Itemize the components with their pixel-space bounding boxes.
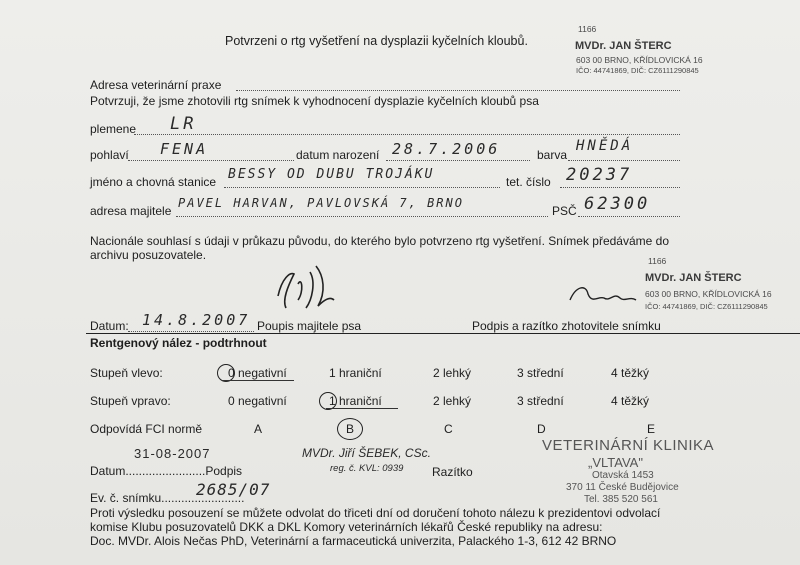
section-divider	[86, 333, 800, 334]
stamp-top-address: 603 00 BRNO, KŘÍDLOVICKÁ 16	[576, 55, 703, 65]
appeal-line-2: komise Klubu posuzovatelů DKK a DKL Komory veterinárních lékařů České republiky na adresu:	[90, 520, 603, 534]
snimek-label: Ev. č. snímku.........................	[90, 491, 245, 505]
right-grade-0: 0 negativní	[228, 394, 287, 408]
date-label: Datum:	[90, 319, 129, 333]
left-grade-3: 3 střední	[517, 366, 564, 380]
stamp-mid-name: MVDr. JAN ŠTERC	[645, 272, 742, 284]
left-grade-4: 4 těžký	[611, 366, 650, 380]
clinic-name: VETERINÁRNÍ KLINIKA	[542, 437, 715, 454]
fci-c: C	[444, 422, 453, 436]
document-title: Potvrzeni o rtg vyšetření na dysplazii kyčelních kloubů.	[225, 34, 528, 48]
breed-label: plemene	[90, 122, 137, 136]
clinic-subtitle: „VLTAVA"	[588, 455, 643, 470]
name-value: BESSY OD DUBU TROJÁKU	[228, 167, 435, 182]
color-label: barva	[537, 148, 568, 162]
consent-line-1: Nacionále souhlasí s údaji v průkazu původu, do kterého bylo potvrzeno rtg vyšetření. Snímek předáváme do	[90, 234, 669, 248]
psc-label: PSČ	[552, 204, 577, 218]
name-label: jméno a chovná stanice	[90, 175, 217, 189]
owner-value: PAVEL HARVAN, PAVLOVSKÁ 7, BRNO	[178, 196, 464, 210]
birth-label: datum narození	[296, 148, 380, 162]
right-grade-1: 1 hraniční	[329, 394, 382, 408]
maker-signature	[566, 278, 646, 314]
owner-label: adresa majitele	[90, 204, 172, 218]
sex-value: FENA	[160, 140, 209, 158]
name-dotted-line	[224, 187, 500, 188]
stamp-mid-ids: IČO: 44741869, DIČ: CZ6111290845	[645, 302, 768, 311]
fci-e: E	[647, 422, 656, 436]
stamp-mid-address: 603 00 BRNO, KŘÍDLOVICKÁ 16	[645, 289, 772, 299]
stamp-top-number: 1166	[578, 24, 597, 34]
breed-dotted-line	[134, 134, 680, 135]
sex-dotted-line	[128, 160, 294, 161]
owner-signature-label: Poupis majitele psa	[257, 319, 362, 333]
right-grade-3: 3 střední	[517, 394, 564, 408]
birth-value: 28.7.2006	[392, 140, 501, 158]
color-value: HNĚDÁ	[576, 138, 634, 154]
stamp-top-ids: IČO: 44741869, DIČ: CZ6111290845	[576, 66, 699, 75]
breed-value: LR	[170, 114, 197, 134]
razitko-label: Razítko	[432, 465, 473, 479]
psc-value: 62300	[584, 194, 651, 214]
clinic-tel: Tel. 385 520 561	[584, 494, 658, 505]
snimek-value: 2685/07	[196, 480, 271, 499]
right-grade-underline	[326, 408, 398, 409]
doctor-reg: reg. č. KVL: 0939	[330, 463, 404, 474]
appeal-line-1: Proti výsledku posouzení se můžete odvolat do třiceti dní od doručení tohoto nálezu k prezidentovi odvolací	[90, 506, 661, 520]
right-grade-2: 2 lehký	[433, 394, 472, 408]
birth-dotted-line	[386, 160, 530, 161]
findings-title: Rentgenový nález - podtrhnout	[90, 336, 267, 350]
left-grade-0: 0 negativní	[228, 366, 287, 380]
tet-dotted-line	[560, 187, 680, 188]
fci-b: B	[346, 422, 355, 436]
psc-dotted-line	[578, 216, 680, 217]
color-dotted-line	[568, 160, 680, 161]
fci-label: Odpovídá FCI normě	[90, 422, 203, 436]
right-grade-4: 4 těžký	[611, 394, 650, 408]
sex-label: pohlaví	[90, 148, 129, 162]
left-grade-1: 1 hraniční	[329, 366, 382, 380]
tet-label: tet. číslo	[506, 175, 551, 189]
tet-value: 20237	[566, 165, 633, 185]
footer-date-label: Datum........................Podpis	[90, 464, 243, 478]
right-grade-label: Stupeň vpravo:	[90, 394, 171, 408]
owner-dotted-line	[176, 216, 548, 217]
consent-line-2: archivu posuzovatele.	[90, 248, 207, 262]
appeal-line-3: Doc. MVDr. Alois Nečas PhD, Veterinární a farmaceutická univerzita, Palackého 1-3, 612 42 BRNO	[90, 534, 617, 548]
address-dotted-line	[236, 90, 680, 91]
left-grade-2: 2 lehký	[433, 366, 472, 380]
fci-a: A	[254, 422, 263, 436]
date-stamp: 31-08-2007	[134, 446, 211, 461]
stamp-top-name: MVDr. JAN ŠTERC	[575, 40, 672, 52]
date-value: 14.8.2007	[142, 311, 251, 329]
owner-signature	[268, 256, 358, 318]
confirm-text: Potvrzuji, že jsme zhotovili rtg snímek k vyhodnocení dysplazie kyčelních kloubů psa	[90, 94, 539, 108]
fci-d: D	[537, 422, 546, 436]
stamp-mid-number: 1166	[648, 256, 667, 266]
left-grade-label: Stupeň vlevo:	[90, 366, 163, 380]
date-dotted-line	[128, 331, 254, 332]
left-grade-underline	[222, 380, 294, 381]
address-label: Adresa veterinární praxe	[90, 78, 222, 92]
maker-signature-label: Podpis a razítko zhotovitele snímku	[472, 319, 661, 333]
clinic-street: Otavská 1453	[592, 470, 654, 481]
fci-circle-mark	[337, 418, 363, 440]
doctor-name: MVDr. Jiří ŠEBEK, CSc.	[302, 446, 431, 460]
clinic-city: 370 11 České Budějovice	[566, 482, 679, 493]
